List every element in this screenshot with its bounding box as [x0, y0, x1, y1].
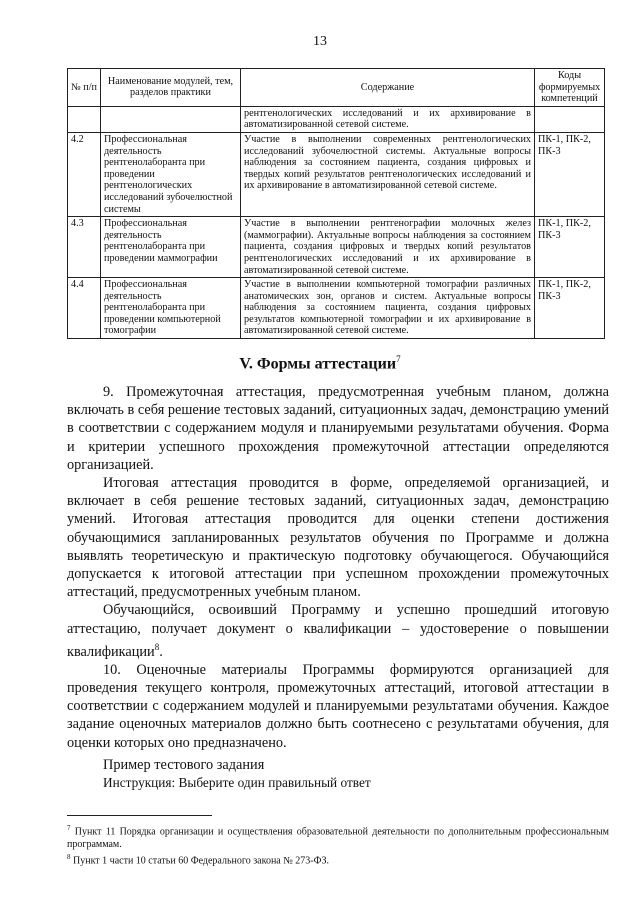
cell-name: Профессиональная деятельность рентгенолаборанта при проведении рентгенологических исследований зубочелюстной системы — [101, 132, 241, 216]
cell-content-continuation: рентгенологических исследований и их архивирование в автоматизированной сетевой системе. — [241, 106, 535, 132]
header-content: Содержание — [241, 69, 535, 107]
cell-codes: ПК-1, ПК-2, ПК-3 — [535, 217, 605, 278]
footnote-text: Пункт 11 Порядка организации и осуществления образовательной деятельности по дополнительным профессиональным программам. — [67, 826, 609, 850]
modules-table — [67, 68, 605, 339]
cell-name: Профессиональная деятельность рентгенолаборанта при проведении компьютерной томографии — [101, 278, 241, 339]
cell-content: Участие в выполнении современных рентгенологических исследований зубочелюстной системы. Актуальные вопросы наблюдения за состоянием пациента, создания цифровых и твердых копий результатов рентгенологических исследований и их архивирование в автоматизированной сетевой системе. — [241, 132, 535, 216]
cell-codes: ПК-1, ПК-2, ПК-3 — [535, 132, 605, 216]
cell-num: 4.2 — [68, 132, 101, 216]
cell-num: 4.4 — [68, 278, 101, 339]
example-heading: Пример тестового задания — [103, 756, 265, 773]
footnotes — [67, 822, 609, 868]
table-header-row — [68, 69, 605, 107]
table-row — [68, 132, 605, 216]
cell-content: Участие в выполнении рентгенографии молочных желез (маммографии). Актуальные вопросы наблюдения за состоянием пациента, создания цифровых и твердых копий результатов рентгенологических исследований и их архивирование в автоматизированной сетевой системе. — [241, 217, 535, 278]
cell-num — [68, 106, 101, 132]
paragraph-end: . — [159, 643, 163, 660]
page-number: 13 — [313, 34, 327, 49]
table-row-continuation — [68, 106, 605, 132]
header-name: Наименование модулей, тем, разделов практики — [101, 69, 241, 107]
section-title — [0, 354, 640, 373]
cell-codes: ПК-1, ПК-2, ПК-3 — [535, 278, 605, 339]
table-row — [68, 217, 605, 278]
table-row — [68, 278, 605, 339]
section-title-text: V. Формы аттестации — [239, 355, 397, 373]
cell-num: 4.3 — [68, 217, 101, 278]
cell-name: Профессиональная деятельность рентгенолаборанта при проведении маммографии — [101, 217, 241, 278]
instruction-text: Инструкция: Выберите один правильный ответ — [103, 775, 371, 791]
header-codes: Коды формируемых компетенций — [535, 69, 605, 107]
paragraph: Итоговая аттестация проводится в форме, определяемой организацией, и включает в себя решение тестовых заданий, ситуационных задач, демонстрацию умений. Итоговая аттестация проводится для оценки степени достижения обучающимися запланированных результатов обучения по Программе и должна выявлять теоретическую и практическую подготовку обучающегося. Обучающийся допускается к итоговой аттестации при успешном прохождении промежуточных аттестаций, предусмотренных учебным планом. — [67, 475, 609, 601]
header-num: № п/п — [68, 69, 101, 107]
footnote-number: 8 — [67, 853, 71, 862]
footnote-ref: 8 — [154, 641, 160, 652]
footnote-text: Пункт 1 части 10 статьи 60 Федерального закона № 273-ФЗ. — [73, 855, 330, 867]
footnote — [67, 822, 609, 851]
cell-codes — [535, 106, 605, 132]
footnote — [67, 851, 609, 868]
paragraph-text: Обучающийся, освоивший Программу и успешно прошедший итоговую аттестацию, получает документ о квалификации – удостоверение о повышении квалификации — [67, 602, 609, 660]
cell-name — [101, 106, 241, 132]
footnote-divider — [67, 815, 212, 816]
cell-content: Участие в выполнении компьютерной томографии различных анатомических зон, органов и систем. Актуальные вопросы наблюдения за состоянием пациента, создания цифровых результатов компьютерной томографии и их архивирование в автоматизированной сетевой системе. — [241, 278, 535, 339]
paragraph: 9. Промежуточная аттестация, предусмотренная учебным планом, должна включать в себя решение тестовых заданий, ситуационных задач, демонстрацию умений в соответствии с содержанием модуля и планируемыми результатами обучения. Форма и критерии успешного прохождения промежуточной аттестации определяются организацией. — [67, 384, 609, 473]
paragraph — [67, 601, 609, 660]
footnote-ref: 7 — [396, 354, 401, 364]
paragraph: 10. Оценочные материалы Программы формируются организацией для проведения текущего контроля, промежуточных аттестаций, итоговой аттестации в соответствии с содержанием модулей и планируемыми результатами обучения. Каждое задание оценочных материалов должно быть соотнесено с результатами обучения, для оценки которых оно предназначено. — [67, 661, 609, 751]
footnote-number: 7 — [67, 824, 71, 832]
body-text — [67, 383, 609, 792]
